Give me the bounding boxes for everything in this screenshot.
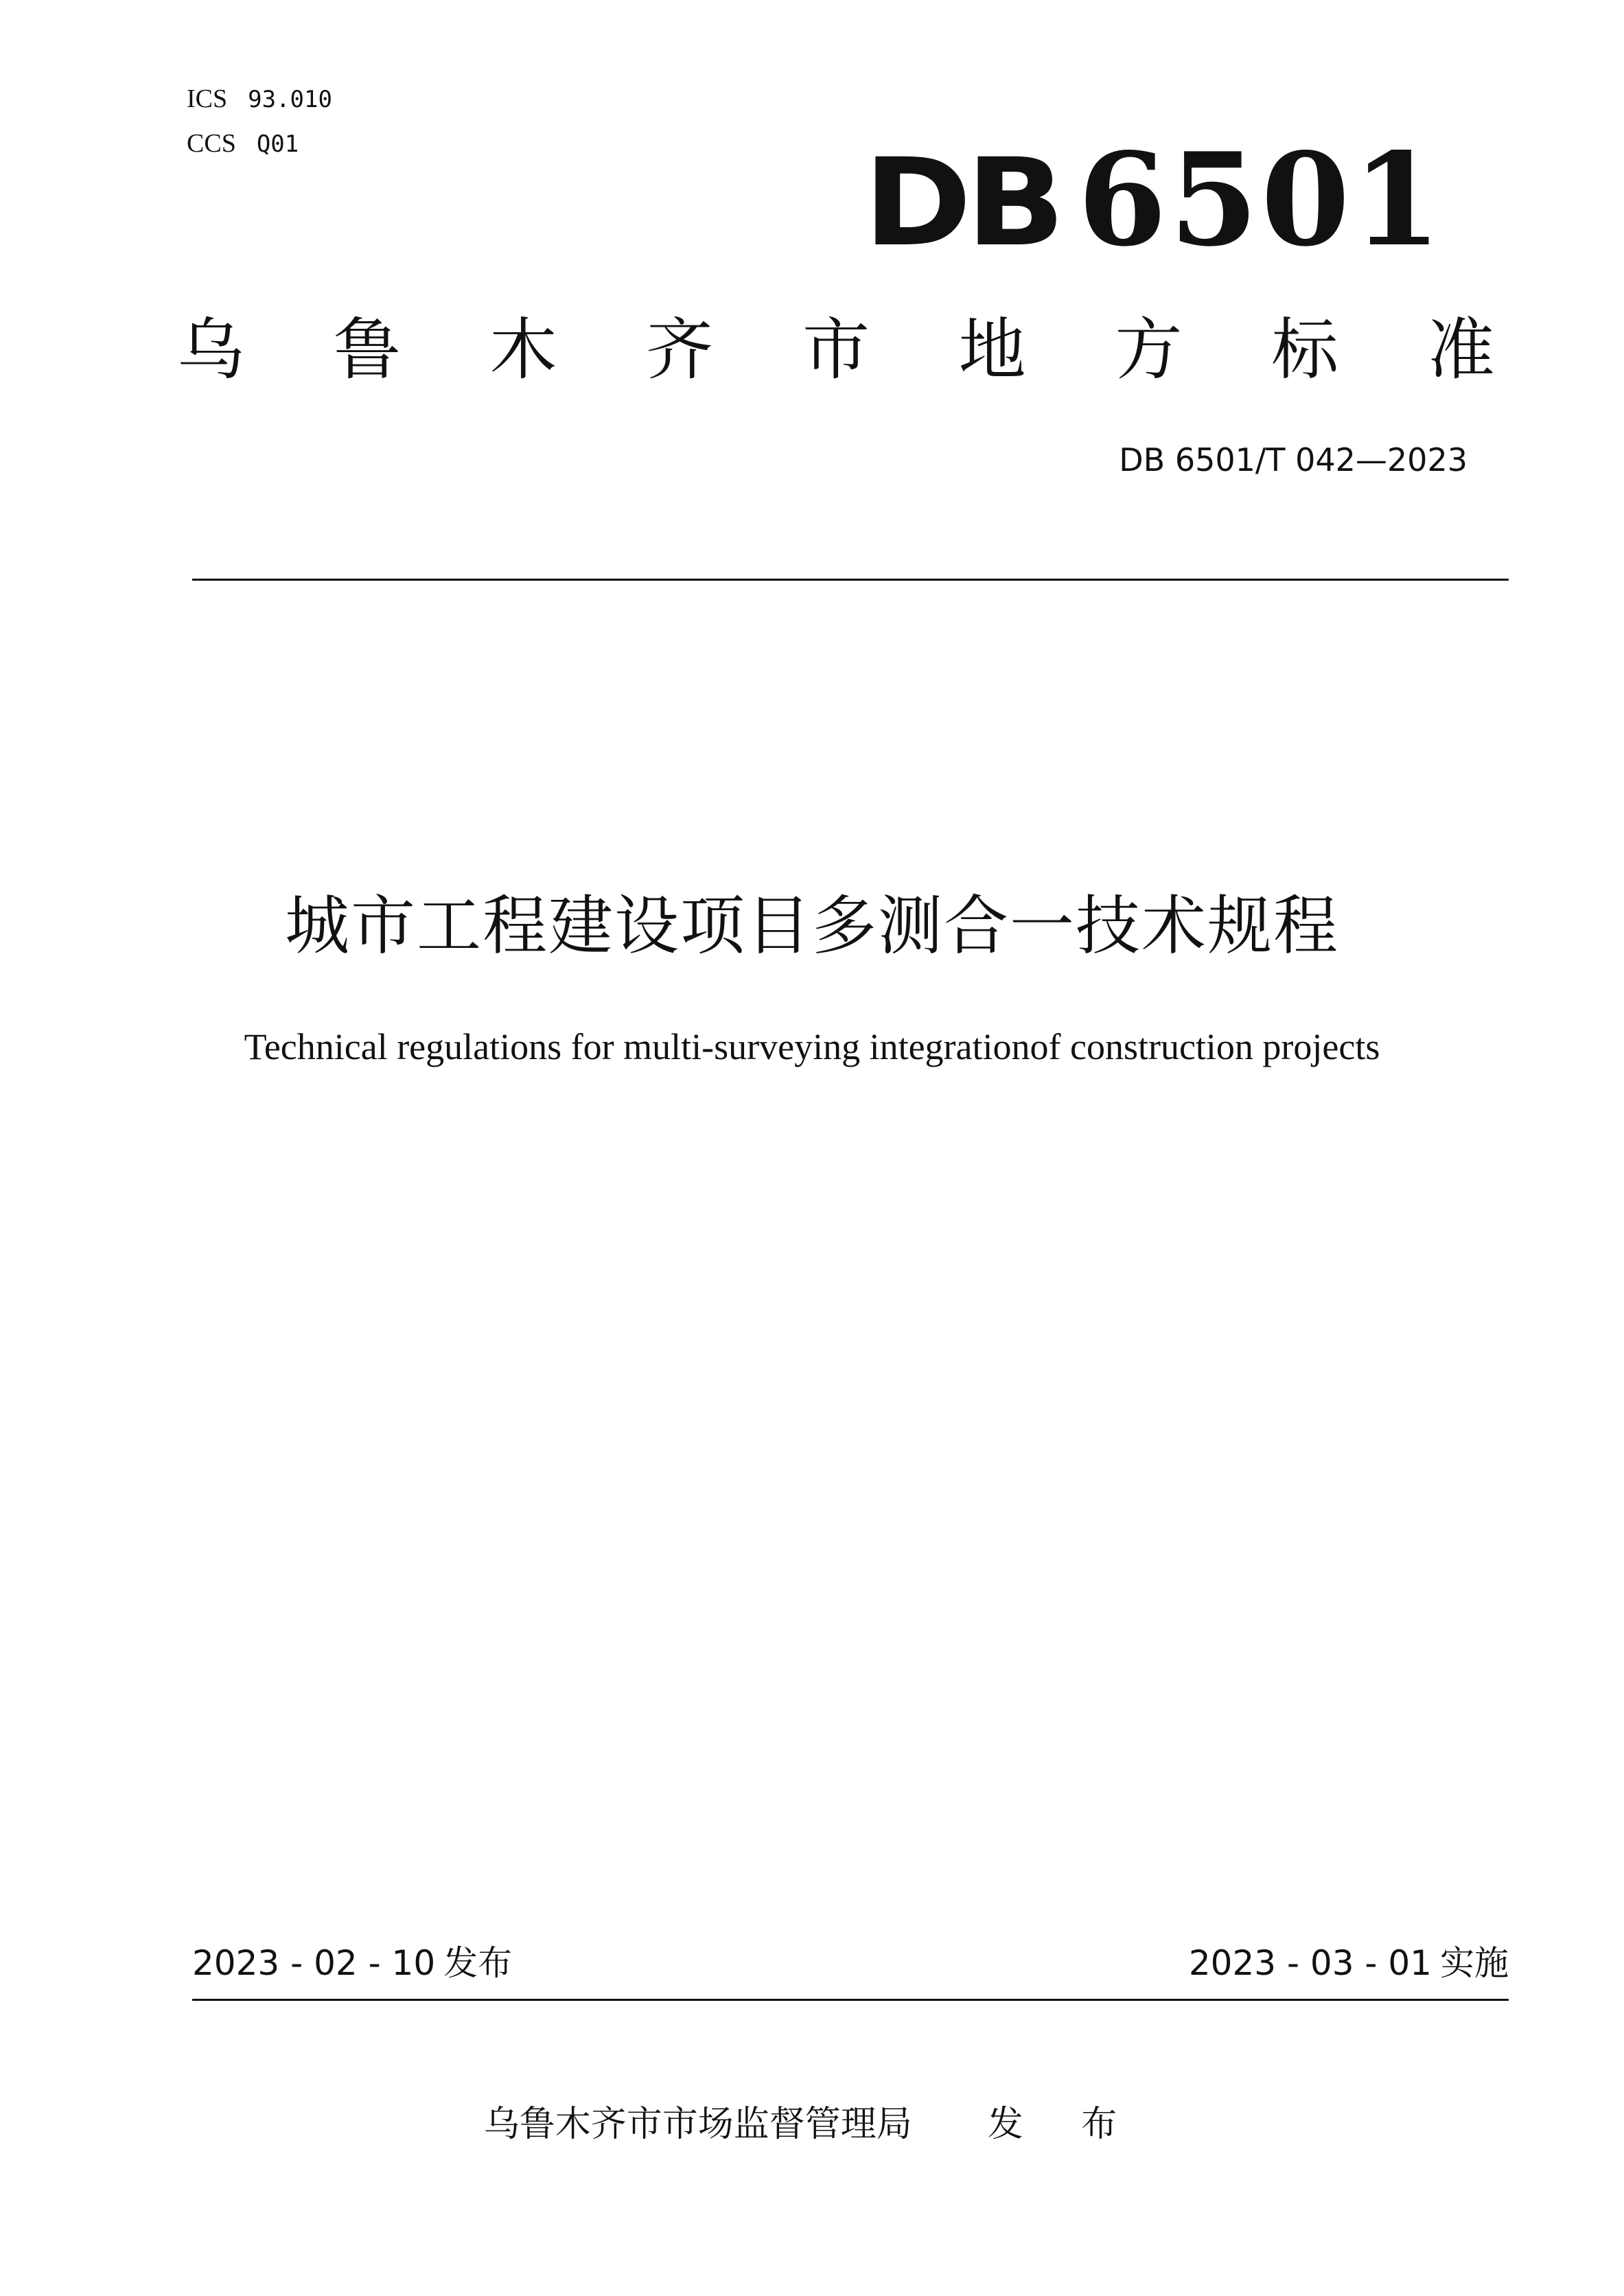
ccs-label: CCS — [187, 129, 236, 158]
implement-label: 实施 — [1440, 1943, 1509, 1983]
standard-type-char: 市 — [802, 311, 870, 389]
db-logo-number: 6501 — [1078, 124, 1444, 275]
issuer-name: 乌鲁木齐市市场监督管理局 — [483, 2104, 912, 2145]
standard-type-char: 齐 — [646, 311, 714, 389]
standard-number: DB 6501/T 042—2023 — [1119, 441, 1468, 478]
document-title-english: Technical regulations for multi-surveying integrationof construction projects — [244, 1026, 1380, 1067]
date-divider — [192, 1999, 1509, 2001]
standard-type-heading — [177, 309, 1495, 391]
ics-label: ICS — [187, 84, 228, 113]
ccs-value: Q01 — [256, 130, 299, 158]
issuer-line — [0, 2100, 1624, 2148]
implement-date: 2023 - 03 - 01 — [1188, 1943, 1432, 1983]
standard-type-char: 木 — [489, 311, 557, 389]
document-title-chinese: 城市工程建设项目多测合一技术规程 — [284, 889, 1339, 964]
implement-date-block — [1189, 1941, 1509, 1985]
db-logo-letters: DB — [863, 132, 1060, 273]
classification-codes — [187, 77, 332, 166]
standard-type-char: 鲁 — [333, 311, 401, 389]
ics-code — [187, 77, 332, 121]
ics-value: 93.010 — [248, 86, 332, 113]
standard-type-char: 准 — [1427, 311, 1495, 389]
standard-type-char: 地 — [958, 311, 1026, 389]
standard-type-char: 方 — [1115, 311, 1183, 389]
standard-type-char: 乌 — [177, 311, 245, 389]
issue-date: 2023 - 02 - 10 — [192, 1943, 436, 1983]
header-divider — [192, 579, 1509, 581]
publish-label: 发 布 — [987, 2104, 1141, 2145]
db-logo — [863, 124, 1444, 275]
issue-date-block — [192, 1941, 512, 1985]
standard-type-char: 标 — [1271, 311, 1339, 389]
ccs-code — [187, 121, 332, 166]
issue-label: 发布 — [443, 1943, 513, 1983]
